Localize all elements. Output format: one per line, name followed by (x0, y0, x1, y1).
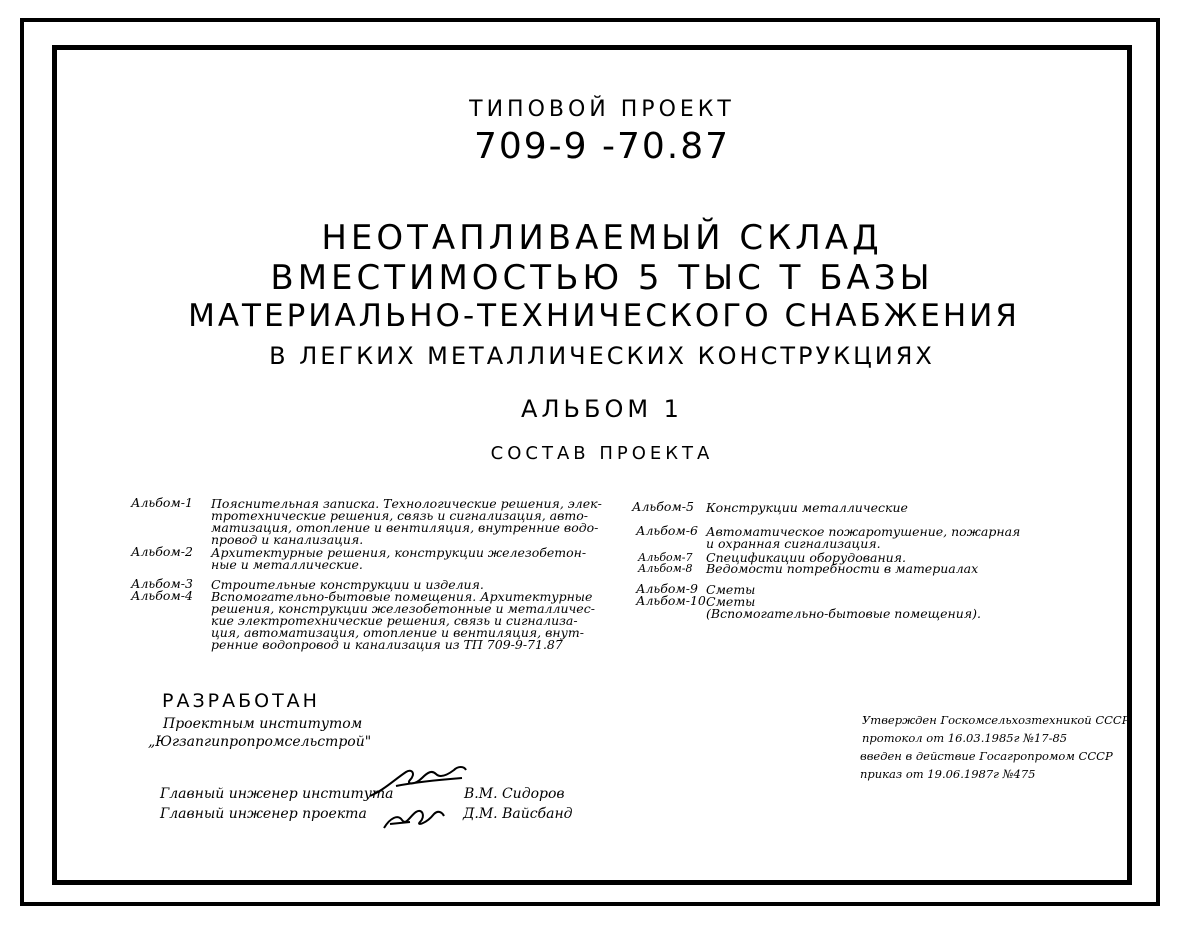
album-label: Альбом-10 (636, 593, 706, 608)
project-type: ТИПОВОЙ ПРОЕКТ (469, 97, 735, 122)
composition-heading: СОСТАВ ПРОЕКТА (490, 443, 714, 464)
album-description: Архитектурные решения, конструкции железобетон- ные и металлические. (211, 545, 587, 572)
chief-project-name: Д.М. Вайсбанд (463, 806, 573, 822)
title-line-1: НЕОТАПЛИВАЕМЫЙ СКЛАД (321, 218, 883, 258)
album-label: Альбом-5 (632, 499, 694, 514)
album-label: Альбом-6 (636, 523, 698, 538)
signature-institute (366, 760, 476, 804)
developer-line-2: „Югзапгипропромсельстрой" (148, 734, 372, 750)
project-number: 709-9 -70.87 (473, 126, 731, 167)
developer-heading: РАЗРАБОТАН (162, 690, 320, 712)
album-description: Пояснительная записка. Технологические решения, элек- тротехнические решения, связь и сигнализация, авто- матизация, отопление и вентиляция, внутренние водо- провод и канализация. (211, 496, 602, 547)
album-description: Автоматическое пожаротушение, пожарная и охранная сигнализация. (706, 524, 1021, 551)
approval-line-2: протокол от 16.03.1985г №17-85 (862, 731, 1068, 745)
chief-institute-name: В.М. Сидоров (464, 786, 565, 802)
developer-line-1: Проектным институтом (163, 716, 363, 732)
title-line-4: В ЛЕГКИХ МЕТАЛЛИЧЕСКИХ КОНСТРУКЦИЯХ (269, 342, 935, 370)
album-description: Ведомости потребности в материалах (706, 561, 979, 576)
chief-project-role: Главный инженер проекта (160, 806, 367, 822)
album-number: АЛЬБОМ 1 (521, 395, 683, 423)
album-description: Вспомогательно-бытовые помещения. Архитектурные решения, конструкции железобетонные и металличес- кие электротехнические решения, связь и сигнализа- ция, автоматизация, отопление и вентиляция, внут- ренние водопровод и канализация из ТП 709-9-71.87 (211, 589, 595, 652)
title-line-2: ВМЕСТИМОСТЬЮ 5 ТЫС Т БАЗЫ (270, 258, 934, 298)
album-description: Спецификации оборудования. (706, 550, 906, 565)
approval-line-1: Утвержден Госкомсельхозтехникой СССР (862, 713, 1130, 727)
title-line-3: МАТЕРИАЛЬНО-ТЕХНИЧЕСКОГО СНАБЖЕНИЯ (188, 298, 1020, 334)
album-description: Сметы (706, 582, 756, 597)
album-label: Альбом-8 (638, 562, 693, 575)
album-label: Альбом-9 (636, 581, 698, 596)
album-description: Строительные конструкции и изделия. (211, 577, 484, 592)
album-label: Альбом-3 (131, 576, 193, 591)
album-description: Сметы (Вспомогательно-бытовые помещения). (706, 594, 981, 621)
chief-institute-role: Главный инженер института (160, 786, 394, 802)
album-label: Альбом-1 (131, 495, 193, 510)
album-label: Альбом-2 (131, 544, 193, 559)
approval-line-3: введен в действие Госагропромом СССР (860, 749, 1113, 763)
album-label: Альбом-7 (638, 551, 693, 564)
approval-line-4: приказ от 19.06.1987г №475 (860, 767, 1036, 781)
album-label: Альбом-4 (131, 588, 193, 603)
signature-project (380, 800, 450, 834)
album-description: Конструкции металлические (706, 500, 908, 515)
